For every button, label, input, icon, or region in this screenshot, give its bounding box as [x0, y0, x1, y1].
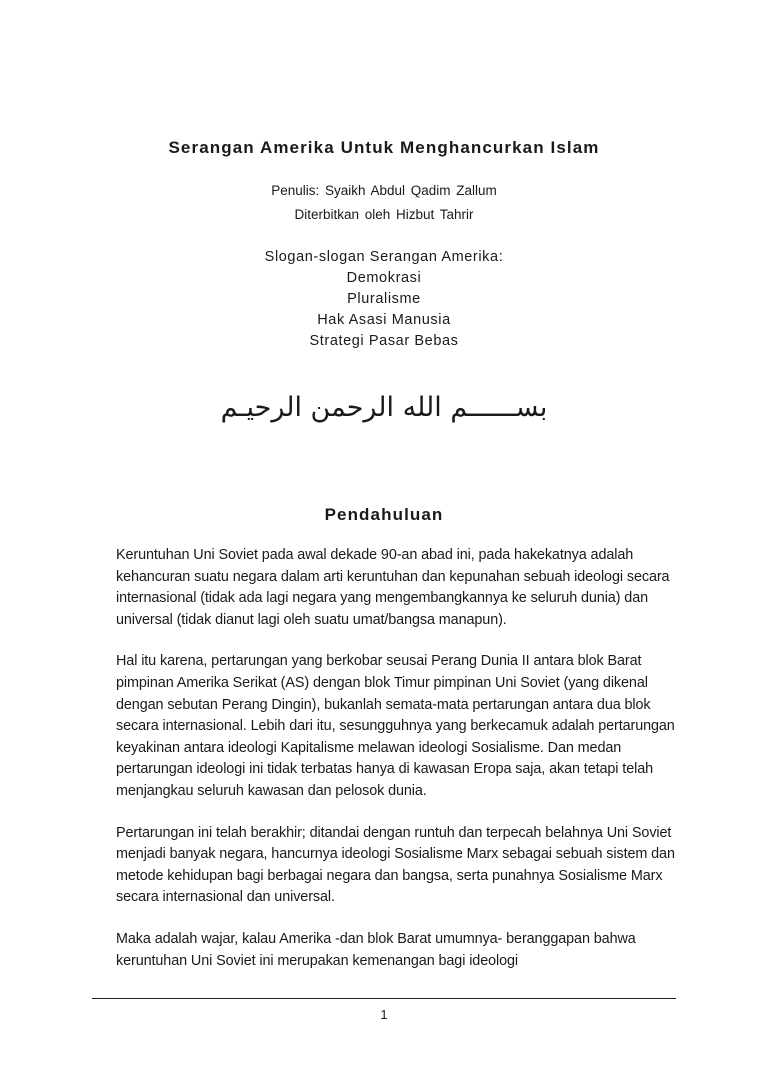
- paragraph: Hal itu karena, pertarungan yang berkobar seusai Perang Dunia II antara blok Barat pimpinan Amerika Serikat (AS) dengan blok Timur pimpinan Uni Soviet (yang dikenal dengan sebutan Perang Dingin), bukanlah semata-mata pertarungan antara dua blok secara internasional. Lebih dari itu, sesungguhnya yang berkecamuk adalah pertarungan keyakinan antara ideologi Kapitalisme melawan ideologi Sosialisme. Dan medan pertarungan ideologi ini tidak terbatas hanya di kawasan Eropa saja, akan tetapi telah menjangkau seluruh kawasan dan pelosok dunia.: [116, 653, 675, 799]
- footer-divider: [92, 998, 676, 999]
- author-line: Penulis: Syaikh Abdul Qadim Zallum: [271, 183, 497, 198]
- slogan-item: Demokrasi: [346, 270, 422, 286]
- slogan-block: [0, 247, 768, 352]
- slogan-item: Pluralisme: [347, 291, 421, 307]
- page-number: 1: [380, 1007, 388, 1022]
- body-text: [116, 545, 676, 992]
- document-title: Serangan Amerika Untuk Menghancurkan Islam: [168, 138, 600, 157]
- slogan-heading: Slogan-slogan Serangan Amerika:: [264, 249, 504, 265]
- publisher-line: Diterbitkan oleh Hizbut Tahrir: [294, 207, 474, 222]
- paragraph: Pertarungan ini telah berakhir; ditandai dengan runtuh dan terpecah belahnya Uni Soviet menjadi banyak negara, hancurnya ideologi Sosialisme Marx sebagai sebuah sistem dan metode kehidupan bagi berbagai negara dan bangsa, serta punahnya Sosialisme Marx secara internasional dan universal.: [116, 824, 675, 906]
- slogan-item: Hak Asasi Manusia: [317, 312, 451, 328]
- section-heading: Pendahuluan: [324, 505, 444, 524]
- paragraph: Keruntuhan Uni Soviet pada awal dekade 90-an abad ini, pada hakekatnya adalah kehancuran suatu negara dalam arti keruntuhan dan kepunahan sebuah ideologi secara internasional (tidak ada lagi negara yang mengembangkannya ke seluruh dunia) dan universal (tidak dianut lagi oleh suatu umat/bangsa manapun).: [116, 547, 670, 628]
- paragraph: Maka adalah wajar, kalau Amerika -dan blok Barat umumnya- beranggapan bahwa keruntuhan Uni Soviet ini merupakan kemenangan bagi ideologi: [116, 930, 636, 969]
- basmala-arabic-text: بســــــم الله الرحمن الرحيـم: [220, 392, 548, 423]
- slogan-item: Strategi Pasar Bebas: [309, 333, 459, 349]
